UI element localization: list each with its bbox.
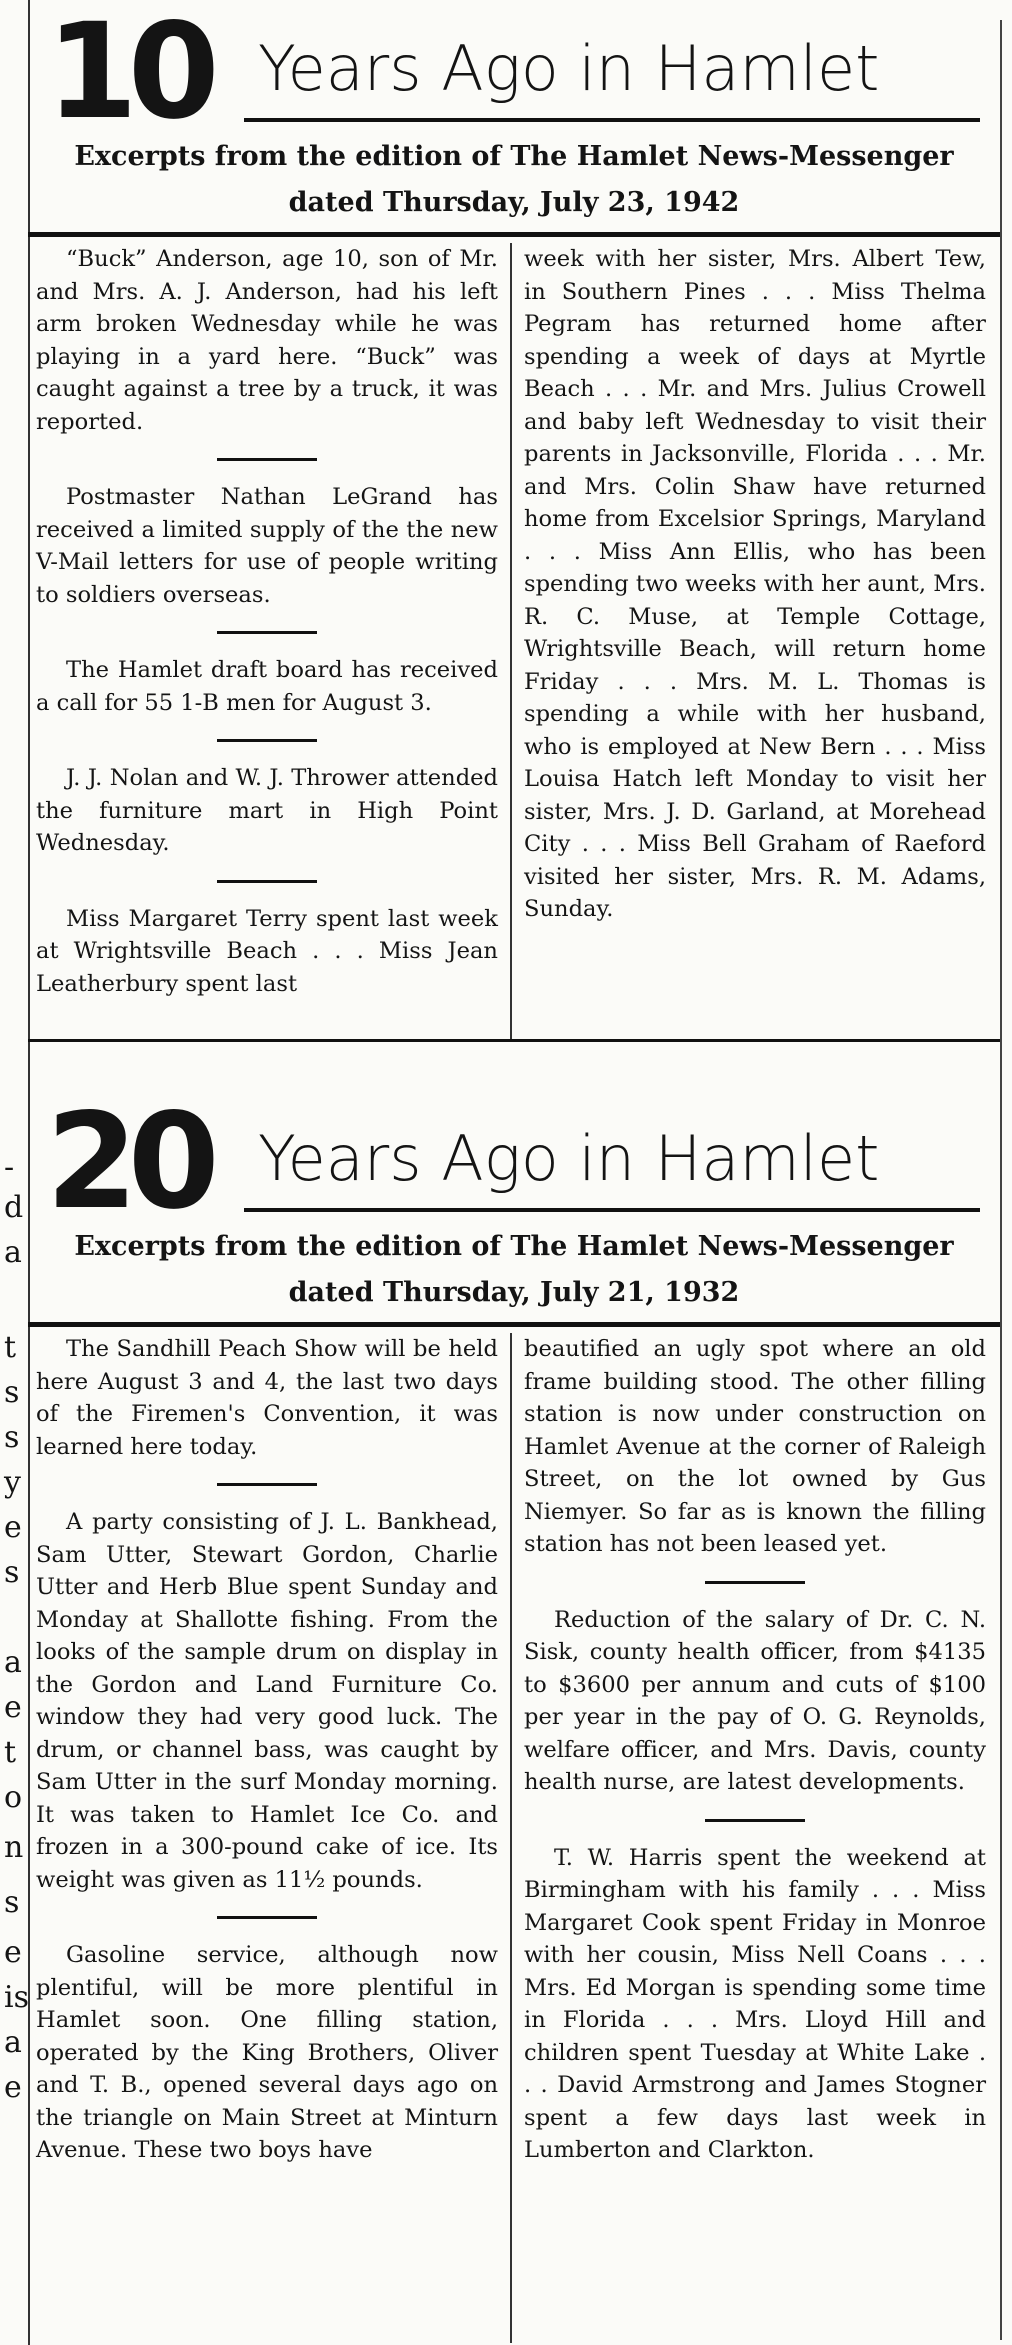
right-column bbox=[524, 1333, 986, 2167]
item-separator bbox=[217, 631, 317, 634]
news-item: Postmaster Nathan LeGrand has received a limited supply of the the new V-Mail letters for use of people writing to soldiers overseas. bbox=[36, 484, 498, 608]
section-10-years-ago bbox=[28, 0, 1000, 1042]
item-separator bbox=[705, 1581, 805, 1584]
news-item: J. J. Nolan and W. J. Thrower attended the furniture mart in High Point Wednesday. bbox=[36, 765, 498, 856]
header-rule bbox=[28, 1322, 1000, 1327]
margin-letter: s bbox=[4, 1555, 20, 1590]
item-separator bbox=[217, 458, 317, 461]
margin-letter: e bbox=[4, 1510, 22, 1545]
date-line: dated Thursday, July 23, 1942 bbox=[288, 187, 740, 218]
header-rule bbox=[28, 232, 1000, 237]
right-border-rule bbox=[1000, 20, 1002, 2340]
margin-letter: e bbox=[4, 1690, 22, 1725]
title-underline bbox=[244, 118, 980, 122]
margin-letter: a bbox=[4, 2025, 22, 2060]
margin-letter: a bbox=[4, 1235, 22, 1270]
margin-letter: n bbox=[4, 1830, 24, 1865]
excerpt-line: Excerpts from the edition of The Hamlet News-Messenger bbox=[74, 141, 954, 172]
margin-letter: a bbox=[4, 1645, 22, 1680]
section-header bbox=[28, 1085, 1000, 1239]
section-title: Years Ago in Hamlet bbox=[258, 32, 880, 105]
title-underline bbox=[244, 1208, 980, 1212]
excerpt-line: Excerpts from the edition of The Hamlet News-Messenger bbox=[74, 1231, 954, 1262]
left-column bbox=[36, 243, 498, 1000]
news-item: Gasoline service, although now plentiful, will be more plentiful in Hamlet soon. One filling station, operated by the King Brothers, Oliver and T. B., opened several days ago on the triangle on Main Street at Minturn Avenue. These two boys have bbox=[36, 1942, 498, 2163]
news-item: T. W. Harris spent the weekend at Birmingham with his family . . . Miss Margaret Cook spent Friday in Monroe with her cousin, Miss Nell Coans . . . Mrs. Ed Morgan is spending some time in Florida . . . Mrs. Lloyd Hill and children spent Tuesday at White Lake . . . David Armstrong and James Stogner spent a few days last week in Lumberton and Clarkton. bbox=[524, 1844, 986, 2163]
news-item: Reduction of the salary of Dr. C. N. Sisk, county health officer, from $4135 to $3600 per annum and cuts of $100 per year in the pay of O. G. Reynolds, welfare officer, and Mrs. Davis, county health nurse, are latest developments. bbox=[524, 1606, 986, 1795]
margin-letter: t bbox=[4, 1330, 17, 1365]
article-columns bbox=[28, 243, 1000, 1039]
news-item: The Hamlet draft board has received a call for 55 1-B men for August 3. bbox=[36, 657, 498, 716]
item-separator bbox=[217, 1483, 317, 1486]
news-item: week with her sister, Mrs. Albert Tew, in Southern Pines . . . Miss Thelma Pegram has returned home after spending a week of days at Myrtle Beach . . . Mr. and Mrs. Julius Crowell and baby left Wednesday to visit their parents in Jacksonville, Florida . . . Mr. and Mrs. Colin Shaw have returned home from Excelsior Springs, Maryland . . . Miss Ann Ellis, who has been spending two weeks with her aunt, Mrs. R. C. Muse, at Temple Cottage, Wrightsville Beach, will return home Friday . . . Mrs. M. L. Thomas is spending a while with her husband, who is employed at New Bern . . . Miss Louisa Hatch left Monday to visit her sister, Mrs. J. D. Garland, at Morehead City . . . Miss Bell Graham of Raeford visited her sister, Mrs. R. M. Adams, Sunday. bbox=[524, 246, 986, 922]
item-separator bbox=[705, 1819, 805, 1822]
margin-letter: e bbox=[4, 2070, 22, 2105]
column-divider bbox=[510, 1333, 512, 2343]
item-separator bbox=[217, 880, 317, 883]
margin-letter: - bbox=[4, 1150, 15, 1185]
item-separator bbox=[217, 1916, 317, 1919]
item-separator bbox=[217, 739, 317, 742]
left-column bbox=[36, 1333, 498, 2167]
article-columns bbox=[28, 1333, 1000, 2343]
margin-letter: e bbox=[4, 1935, 22, 1970]
margin-letter: s bbox=[4, 1885, 20, 1920]
section-number: 20 bbox=[46, 1085, 210, 1239]
section-20-years-ago bbox=[28, 1085, 1000, 2343]
news-item: “Buck” Anderson, age 10, son of Mr. and Mrs. A. J. Anderson, had his left arm broken Wednesday while he was playing in a yard here. “Buck” was caught against a tree by a truck, it was reported. bbox=[36, 246, 498, 435]
news-item: The Sandhill Peach Show will be held here August 3 and 4, the last two days of the Firemen's Convention, it was learned here today. bbox=[36, 1336, 498, 1460]
section-header bbox=[28, 0, 1000, 149]
section-bottom-rule bbox=[28, 1039, 1000, 1042]
margin-letter: o bbox=[4, 1780, 23, 1815]
margin-letter: s bbox=[4, 1420, 20, 1455]
date-line: dated Thursday, July 21, 1932 bbox=[288, 1277, 740, 1308]
section-title: Years Ago in Hamlet bbox=[258, 1122, 880, 1195]
section-number: 10 bbox=[46, 0, 210, 149]
margin-letter: is bbox=[4, 1980, 29, 2015]
left-margin-clipped-column bbox=[0, 0, 30, 2345]
margin-letter: y bbox=[4, 1465, 21, 1500]
news-item: beautified an ugly spot where an old frame building stood. The other filling station is now under construction on Hamlet Avenue at the corner of Raleigh Street, on the lot owned by Gus Niemyer. So far as is known the filling station has not been leased yet. bbox=[524, 1336, 986, 1557]
news-item: Miss Margaret Terry spent last week at Wrightsville Beach . . . Miss Jean Leatherbury spent last bbox=[36, 905, 498, 997]
margin-letter: t bbox=[4, 1735, 17, 1770]
margin-letter: s bbox=[4, 1375, 20, 1410]
news-item: A party consisting of J. L. Bankhead, Sam Utter, Stewart Gordon, Charlie Utter and Herb Blue spent Sunday and Monday at Shallotte fishing. From the looks of the sample drum on display in the Gordon and Land Furniture Co. window they had very good luck. The drum, or channel bass, was caught by Sam Utter in the surf Monday morning. It was taken to Hamlet Ice Co. and frozen in a 300-pound cake of ice. Its weight was given as 11½ pounds. bbox=[36, 1509, 498, 1893]
column-divider bbox=[510, 243, 512, 1039]
margin-letter: d bbox=[4, 1190, 24, 1225]
right-column bbox=[524, 243, 986, 926]
